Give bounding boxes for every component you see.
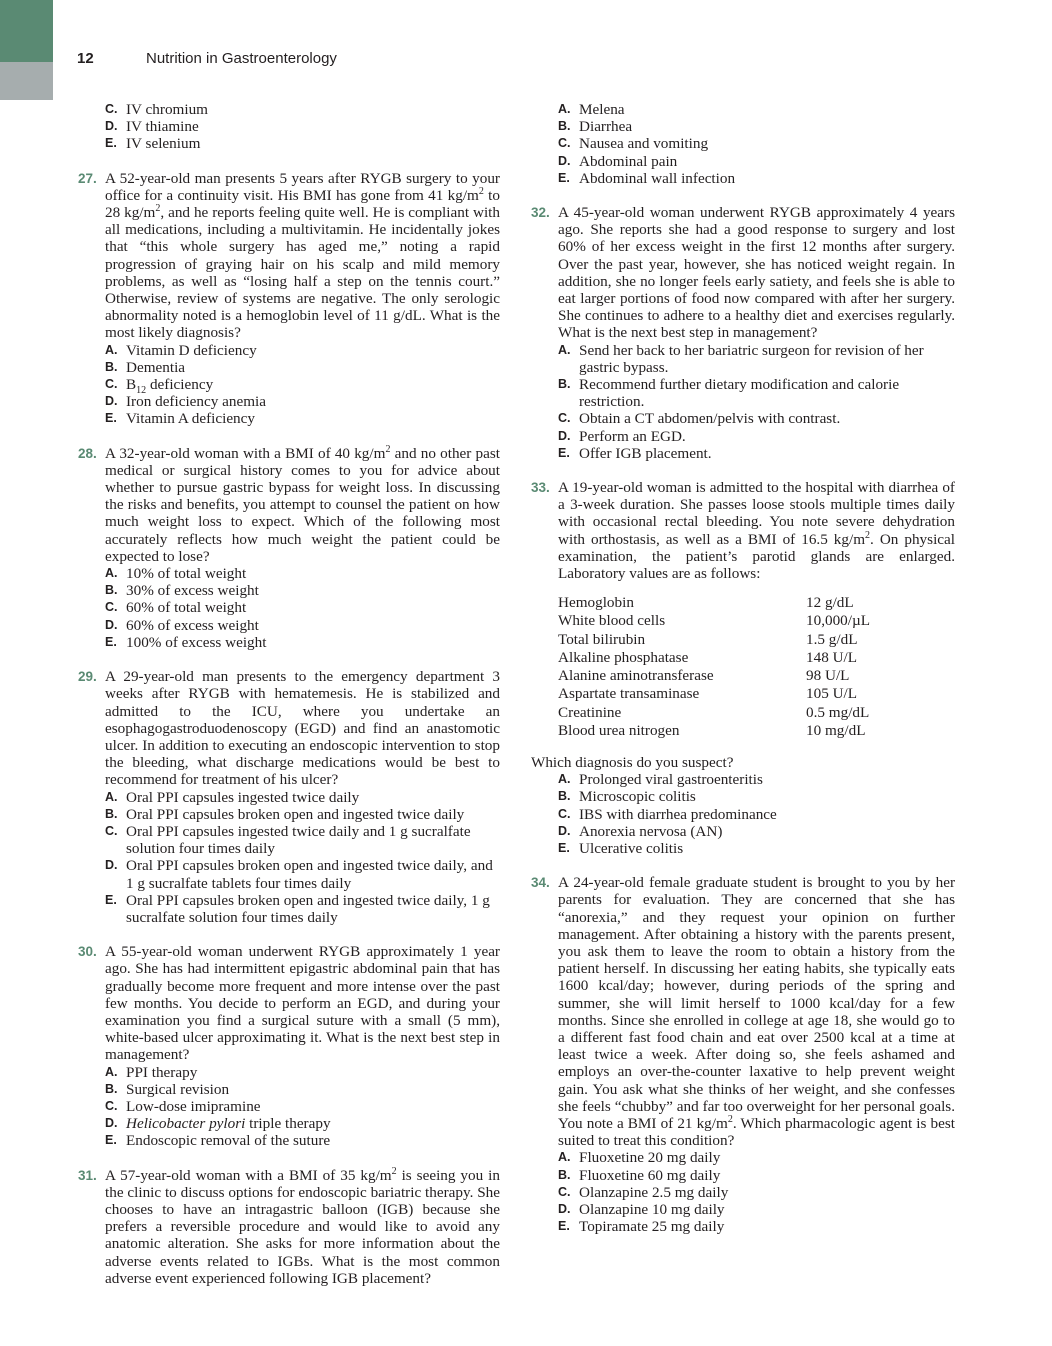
option: A. Vitamin D deficiency <box>105 341 257 359</box>
lab-value: 148 U/L <box>806 648 858 666</box>
carryover-options <box>78 101 500 153</box>
question-number: 27. <box>78 170 97 186</box>
question-number: 32. <box>531 205 550 221</box>
lab-name: Total bilirubin <box>558 630 646 648</box>
option: C. $B_{12}$ deficiency <box>105 376 214 397</box>
page-number: 12 <box>77 50 94 67</box>
option: D. Oral PPI capsules broken open and ingested twice daily, and 1 g sucralfate tablets four times daily <box>105 857 493 892</box>
option: C. Nausea and vomiting <box>558 135 709 153</box>
option: A. Oral PPI capsules ingested twice daily <box>105 788 360 806</box>
option: D. Abdominal pain <box>558 152 678 170</box>
option: B. Diarrhea <box>558 118 633 136</box>
option: B. Oral PPI capsules broken open and ingested twice daily <box>105 805 465 823</box>
option: D. Perform an EGD. <box>558 427 686 445</box>
option: B. Fluoxetine 60 mg daily <box>558 1166 721 1184</box>
question-30 <box>78 943 500 1149</box>
question-stem: A 55-year-old woman underwent RYGB approximately 1 year ago. She has had intermittent epigastric abdominal pain that has gradually become more frequent and more intense over the past few months. You decide to perform an EGD, and during your examination you find a surgical suture with a small (5 mm), white-based ulcer approximating it. What is the next best step in management? <box>105 943 500 1064</box>
question-31 <box>78 1167 500 1287</box>
option: A. Fluoxetine 20 mg daily <box>558 1149 721 1167</box>
question-number: 28. <box>78 445 97 461</box>
question-34 <box>531 874 955 1235</box>
option: D. IV thiamine <box>105 118 199 136</box>
question-stem: A 45-year-old woman underwent RYGB approximately 4 years ago. She reports she had a good response to surgery and lost 60% of her excess weight in the first 12 months after surgery. Over the past year, however, she has noticed weight regain. In addition, she no longer feels early satiety, and feels she is able to eat larger portions of food now compared with after her surgery. She continues to adhere to a healthy diet and exercises regularly. What is the next best step in management? <box>558 204 955 342</box>
lab-value: 0.5 mg/dL <box>806 703 870 721</box>
option: D. Helicobacter pylori triple therapy <box>105 1115 331 1133</box>
option: E. Ulcerative colitis <box>558 839 684 857</box>
lab-value: 10,000/µL <box>806 612 871 630</box>
option: D. 60% of excess weight <box>105 616 259 634</box>
right-column <box>531 101 955 1252</box>
lab-name: Alanine aminotransferase <box>558 667 714 685</box>
question-stem: A 57-year-old woman with a BMI of 35 $kg/m^2$ is seeing you in the clinic to discuss options for endoscopic bariatric therapy. She chooses to have an intragastric balloon (IGB) because she prefers a reversible procedure and would like to avoid any anatomic alteration. She asks for more information about the adverse events related to IGBs. What is the most common adverse event experienced following IGB placement? <box>105 1165 500 1287</box>
option: A. PPI therapy <box>105 1063 198 1081</box>
lab-name: Blood urea nitrogen <box>558 721 680 739</box>
option: E. Vitamin A deficiency <box>105 410 255 428</box>
question-stem: A 24-year-old female graduate student is brought to you by her parents for evaluation. They are concerned that she has “anorexia,” and they request your opinion on further management. After obtaining a history with the parents present, you ask them to leave the room to obtain a history from the patient herself. In discussing her eating habits, she typically eats 1600 kcal/day; however, during periods of the spring and summer, she will limit herself to 1000 kcal/day for a few months. Since she enrolled in college at age 18, she would go to a different fast food chain and eat over 2500 kcal at a time at least twice a week. After doing so, she feels ashamed and employs an over-the-counter laxative to help prevent weight gain. You ask what she thinks of her weight, and she confesses she feels “chubby” and far too overweight for her personal goals. You note a BMI of 21 $kg/m^2$. Which pharmacologic agent is best suited to treat this condition? <box>558 874 955 1150</box>
lab-value: 12 g/dL <box>806 594 854 612</box>
lab-value: 10 mg/dL <box>806 721 866 739</box>
question-32 <box>531 204 955 462</box>
option: C. Oral PPI capsules ingested twice daily and 1 g sucralfate solution four times daily <box>105 822 471 858</box>
option: B. Recommend further dietary modification and calorie restriction. <box>558 376 900 411</box>
option: A. Send her back to her bariatric surgeon for revision of her gastric bypass. <box>558 341 924 376</box>
option: B. 30% of excess weight <box>105 582 259 600</box>
lab-value: 1.5 g/dL <box>806 630 858 648</box>
question-number: 30. <box>78 944 97 960</box>
chapter-tab-shadow <box>0 62 53 100</box>
lab-value: 98 U/L <box>806 667 850 685</box>
running-title: Nutrition in Gastroenterology <box>146 50 337 67</box>
question-31-options <box>531 101 955 187</box>
option: A. Melena <box>558 101 625 118</box>
question-stem: A 19-year-old woman is admitted to the hospital with diarrhea of a 3-week duration. She passes loose stools multiple times daily with occasional rectal bleeding. You note severe dehydration with orthostasis, as well as a BMI of 16.5 $kg/m^2$. On physical examination, the patient’s parotid glands are enlarged. Laboratory values are as follows: <box>558 479 955 583</box>
option: E. Offer IGB placement. <box>558 444 712 462</box>
question-27 <box>78 170 500 428</box>
option: B. Microscopic colitis <box>558 788 696 806</box>
lab-values-table <box>558 594 955 740</box>
lab-name: Alkaline phosphatase <box>558 648 689 666</box>
question-number: 34. <box>531 875 550 891</box>
question-stem: A 29-year-old man presents to the emergency department 3 weeks after RYGB with hematemesis. He is stabilized and admitted to the ICU, where you undertake an esophagogastroduodenoscopy (EGD) and find an anastomotic ulcer. In addition to executing an endoscopic intervention to stop the bleeding, what discharge medications would be best to recommend for treatment of his ulcer? <box>105 668 500 789</box>
question-33-prompt: Which diagnosis do you suspect? <box>531 753 734 771</box>
lab-name: Aspartate transaminase <box>558 685 700 703</box>
option: A. Prolonged viral gastroenteritis <box>558 771 763 789</box>
option: D. Iron deficiency anemia <box>105 393 266 411</box>
option: C. Olanzapine 2.5 mg daily <box>558 1183 729 1201</box>
question-number: 31. <box>78 1167 97 1183</box>
option: C. IV chromium <box>105 101 208 118</box>
question-stem: A 32-year-old woman with a BMI of 40 $kg/m^2$ and no other past medical or surgical history comes to you for advice about whether to pursue gastric bypass for weight loss. In discussing the risks and benefits, you attempt to counsel the patient on how much weight loss to expect. Which of the following most accurately reflects how much weight the patient could be expected to lose? <box>105 443 500 565</box>
option: C. IBS with diarrhea predominance <box>558 805 777 823</box>
lab-name: White blood cells <box>558 612 666 630</box>
option: C. Obtain a CT abdomen/pelvis with contrast. <box>558 410 841 428</box>
option: E. 100% of excess weight <box>105 633 267 651</box>
question-stem: A 52-year-old man presents 5 years after RYGB surgery to your office for a continuity visit. His BMI has gone from 41 $kg/m^2$ to 28 $kg/m^2$, and he reports feeling quite well. He is compliant with all medications, including a multivitamin. He incidentally jokes that “this whole surgery has aged me,” noting a rapid progression of graying hair on his scalp and mild memory problems, as well as “losing half a step on the tennis court.” Otherwise, review of systems are negative. The only serologic abnormality noted is a hemoglobin level of 11 g/dL. What is the most likely diagnosis? <box>105 169 500 342</box>
question-29 <box>78 668 500 926</box>
option: A. 10% of total weight <box>105 565 247 583</box>
question-33 <box>531 479 955 582</box>
option: E. Topiramate 25 mg daily <box>558 1218 725 1236</box>
lab-value: 105 U/L <box>806 685 858 703</box>
option: E. IV selenium <box>105 135 201 153</box>
question-number: 33. <box>531 480 550 496</box>
option: E. Endoscopic removal of the suture <box>105 1132 331 1150</box>
left-column <box>78 101 500 1304</box>
question-number: 29. <box>78 669 97 685</box>
question-28 <box>78 445 500 651</box>
option: D. Olanzapine 10 mg daily <box>558 1200 725 1218</box>
option: C. Low-dose imipramine <box>105 1097 261 1115</box>
question-33-options <box>531 771 955 857</box>
option: E. Abdominal wall infection <box>558 169 736 187</box>
lab-name: Hemoglobin <box>558 594 634 612</box>
option: C. 60% of total weight <box>105 599 247 617</box>
option: B. Surgical revision <box>105 1080 230 1098</box>
option: E. Oral PPI capsules broken open and ingested twice daily, 1 g sucralfate solution four times daily <box>105 891 490 926</box>
lab-name: Creatinine <box>558 703 622 721</box>
option: D. Anorexia nervosa (AN) <box>558 822 723 840</box>
option: B. Dementia <box>105 358 186 376</box>
chapter-tab <box>0 0 53 62</box>
